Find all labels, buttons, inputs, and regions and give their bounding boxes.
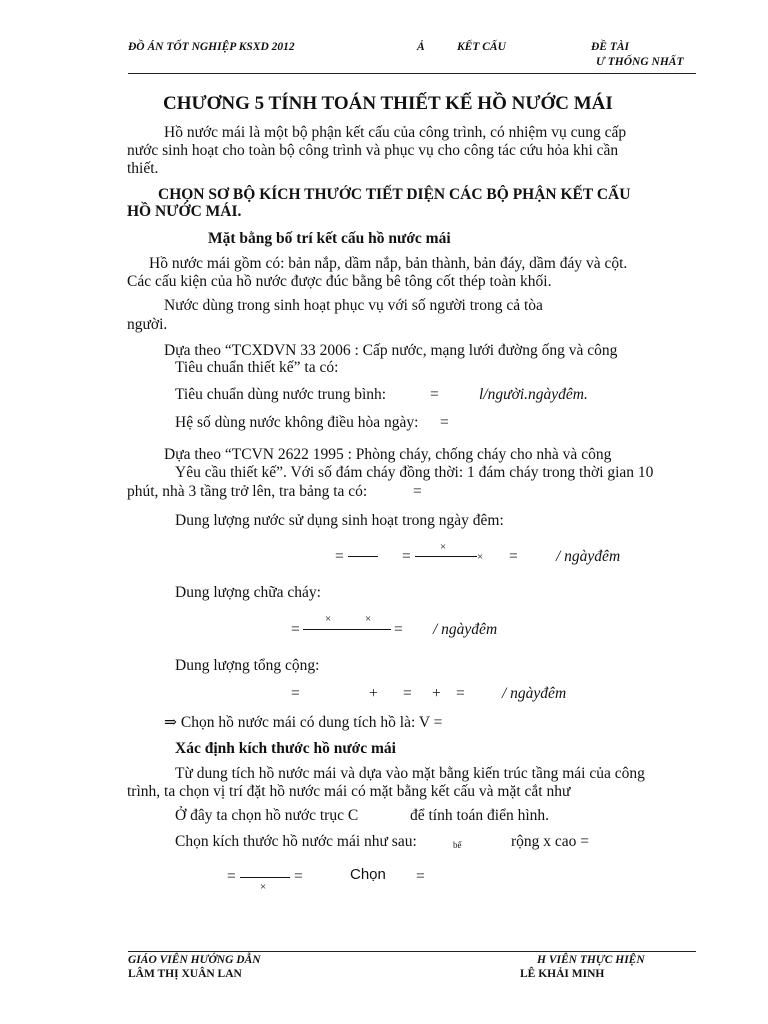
subheading-layout: Mặt bằng bố trí kết cấu hồ nước mái xyxy=(208,230,451,247)
dl1-frac-1 xyxy=(348,556,378,557)
dl3-plus1: + xyxy=(369,685,378,702)
dl2-eq1: = xyxy=(291,621,300,638)
header-topic-2: Ư THỐNG NHẤT xyxy=(596,56,684,68)
footer-student-name: LÊ KHẢI MINH xyxy=(520,968,605,980)
header-rule xyxy=(128,73,696,74)
section-heading-1: CHỌN SƠ BỘ KÍCH THƯỚC TIẾT DIỆN CÁC BỘ PHẬN KẾT CẤU xyxy=(158,186,631,203)
p6-left: Ở đây ta chọn hồ nước trục C xyxy=(175,807,359,824)
dl3-plus2: + xyxy=(432,685,441,702)
header-mid-mark: Ả xyxy=(417,41,425,53)
dl1-unit: / ngàyđêm xyxy=(556,548,621,565)
intro-line-1: Hồ nước mái là một bộ phận kết cấu của công trình, có nhiệm vụ cung cấp xyxy=(164,124,627,141)
std1-label: Tiêu chuẩn dùng nước trung bình: xyxy=(175,386,387,403)
last-eq3: = xyxy=(416,868,425,885)
intro-line-2: nước sinh hoạt cho toàn bộ công trình và phục vụ cho công tác cứu hỏa khi cần xyxy=(127,142,619,159)
header-project: ĐỒ ÁN TỐT NGHIỆP KSXD 2012 xyxy=(128,41,295,53)
dl2-unit: / ngàyđêm xyxy=(433,621,498,638)
footer-rule xyxy=(128,951,696,952)
p7-subscript: bể xyxy=(453,840,462,850)
dl2-eq2: = xyxy=(394,621,403,638)
dl3-eq2: = xyxy=(403,685,412,702)
dl1-eq2: = xyxy=(402,548,411,565)
std2-label: Hệ số dùng nước không điều hòa ngày: xyxy=(175,414,419,431)
dl2-times-2: × xyxy=(365,613,372,625)
p5-line-2: trình, ta chọn vị trí đặt hồ nước mái có mặt bằng kết cấu và mặt cắt như xyxy=(127,783,571,800)
dl3-eq1: = xyxy=(291,685,300,702)
std2-eq: = xyxy=(440,414,449,431)
p2-line-1: Nước dùng trong sinh hoạt phục vụ với số người trong cả tòa xyxy=(164,297,543,314)
last-eq1: = xyxy=(227,868,236,885)
std1-unit: l/người.ngàyđêm. xyxy=(479,386,588,403)
p4-line-1: Dựa theo “TCVN 2622 1995 : Phòng cháy, chống cháy cho nhà và công xyxy=(164,446,612,463)
p7-left: Chọn kích thước hồ nước mái như sau: xyxy=(175,833,417,850)
p2-line-2: người. xyxy=(127,316,168,333)
footer-advisor-name: LÂM THỊ XUÂN LAN xyxy=(128,968,242,980)
section-heading-2: HỒ NƯỚC MÁI. xyxy=(127,203,242,220)
last-eq2: = xyxy=(294,868,303,885)
dl1-times-mid: × xyxy=(477,551,484,563)
p5-line-1: Từ dung tích hồ nước mái và dựa vào mặt bằng kiến trúc tầng mái của công xyxy=(175,765,645,782)
p4-line-2: Yêu cầu thiết kế”. Với số đám cháy đồng thời: 1 đám cháy trong thời gian 10 xyxy=(175,464,654,481)
p6-right: để tính toán điển hình. xyxy=(410,807,550,824)
choose-capacity: ⇒ Chọn hồ nước mái có dung tích hồ là: V = xyxy=(164,714,443,731)
dl1-eq3: = xyxy=(509,548,518,565)
intro-line-3: thiết. xyxy=(127,160,159,177)
dl2-frac xyxy=(303,629,391,630)
std1-eq: = xyxy=(430,386,439,403)
dl1-eq1: = xyxy=(335,548,344,565)
dl1-times-top: × xyxy=(440,541,447,553)
dl3-unit: / ngàyđêm xyxy=(502,685,567,702)
p7-right: rộng x cao = xyxy=(511,833,590,850)
last-times: × xyxy=(260,881,267,893)
last-chon: Chọn xyxy=(350,866,386,883)
dl2-label: Dung lượng chữa cháy: xyxy=(175,584,321,601)
p3-line-2: Tiêu chuẩn thiết kế” ta có: xyxy=(175,359,339,376)
p4-eq: = xyxy=(413,483,422,500)
header-topic: ĐỀ TÀI xyxy=(591,41,630,53)
p3-line-1: Dựa theo “TCXDVN 33 2006 : Cấp nước, mạng lưới đường ống và công xyxy=(164,342,618,359)
dl1-frac-2 xyxy=(415,556,477,557)
header-section: KẾT CẤU xyxy=(457,41,506,53)
dl3-eq3: = xyxy=(456,685,465,702)
p1-line-1: Hồ nước mái gồm có: bản nắp, dầm nắp, bản thành, bản đáy, dầm đáy và cột. xyxy=(149,255,628,272)
dl1-label: Dung lượng nước sử dụng sinh hoạt trong ngày đêm: xyxy=(175,512,504,529)
dl2-times-1: × xyxy=(325,613,332,625)
chapter-title: CHƯƠNG 5 TÍNH TOÁN THIẾT KẾ HỒ NƯỚC MÁI xyxy=(163,93,613,114)
last-frac xyxy=(240,877,290,878)
p4-line-3: phút, nhà 3 tầng trở lên, tra bảng ta có: xyxy=(127,483,368,500)
p1-line-2: Các cấu kiện của hồ nước được đúc bằng bê tông cốt thép toàn khối. xyxy=(127,273,552,290)
footer-advisor-label: GIÁO VIÊN HƯỚNG DẪN xyxy=(128,954,261,966)
subheading-dimensions: Xác định kích thước hồ nước mái xyxy=(175,740,396,757)
footer-student-label: H VIÊN THỰC HIỆN xyxy=(537,954,645,966)
dl3-label: Dung lượng tổng cộng: xyxy=(175,657,320,674)
